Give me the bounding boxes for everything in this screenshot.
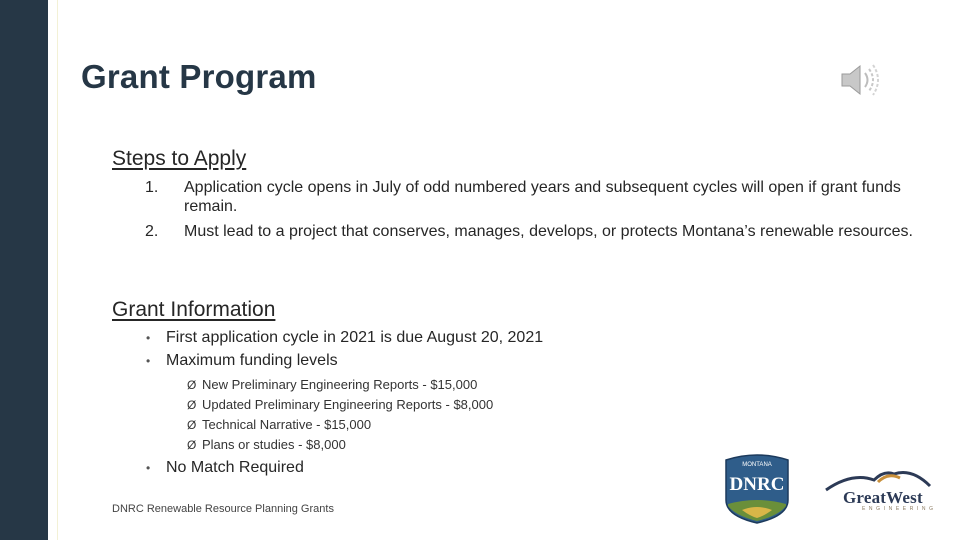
bullet-icon: •	[146, 461, 151, 475]
list-item	[146, 349, 543, 372]
info-text: First application cycle in 2021 is due August 20, 2021	[166, 329, 544, 346]
step-text: Must lead to a project that conserves, manages, develops, or protects Montana’s renewable resources.	[184, 223, 913, 240]
funding-level-text: Technical Narrative - $15,000	[202, 417, 372, 432]
bullet-icon: •	[146, 354, 151, 368]
info-heading: Grant Information	[112, 298, 276, 321]
list-item	[187, 415, 493, 435]
list-item	[145, 222, 915, 241]
steps-heading: Steps to Apply	[112, 147, 247, 170]
list-item	[187, 395, 493, 415]
footer-text: DNRC Renewable Resource Planning Grants	[112, 503, 334, 515]
list-item	[187, 435, 493, 455]
speaker-icon[interactable]	[836, 58, 884, 102]
info-text: Maximum funding levels	[166, 352, 338, 369]
funding-level-text: Plans or studies - $8,000	[202, 437, 346, 452]
list-item	[146, 326, 543, 349]
info-list-continued	[146, 456, 304, 479]
list-item	[146, 456, 304, 479]
arrow-bullet-icon: Ø	[187, 418, 197, 432]
arrow-bullet-icon: Ø	[187, 398, 197, 412]
funding-level-text: New Preliminary Engineering Reports - $15,000	[202, 377, 478, 392]
list-item	[187, 375, 493, 395]
slide-title: Grant Program	[81, 58, 317, 95]
step-text: Application cycle opens in July of odd numbered years and subsequent cycles will open if grant funds remain.	[184, 179, 901, 215]
step-number: 2.	[145, 223, 159, 240]
funding-level-text: Updated Preliminary Engineering Reports - $8,000	[202, 397, 494, 412]
funding-levels-list	[187, 375, 493, 455]
dnrc-logo	[722, 452, 792, 524]
sidebar-accent-line	[57, 0, 58, 540]
greatwest-logo-subtitle: ENGINEERING	[862, 506, 937, 512]
left-sidebar-band	[0, 0, 48, 540]
info-list	[146, 326, 543, 372]
step-number: 1.	[145, 179, 159, 196]
dnrc-logo-top-text: MONTANA	[742, 462, 772, 468]
info-text: No Match Required	[166, 459, 304, 476]
bullet-icon: •	[146, 331, 151, 345]
greatwest-logo-name: GreatWest	[843, 488, 923, 507]
list-item	[145, 178, 915, 216]
arrow-bullet-icon: Ø	[187, 378, 197, 392]
dnrc-logo-main-text: DNRC	[729, 474, 785, 495]
steps-list	[145, 178, 915, 247]
arrow-bullet-icon: Ø	[187, 438, 197, 452]
